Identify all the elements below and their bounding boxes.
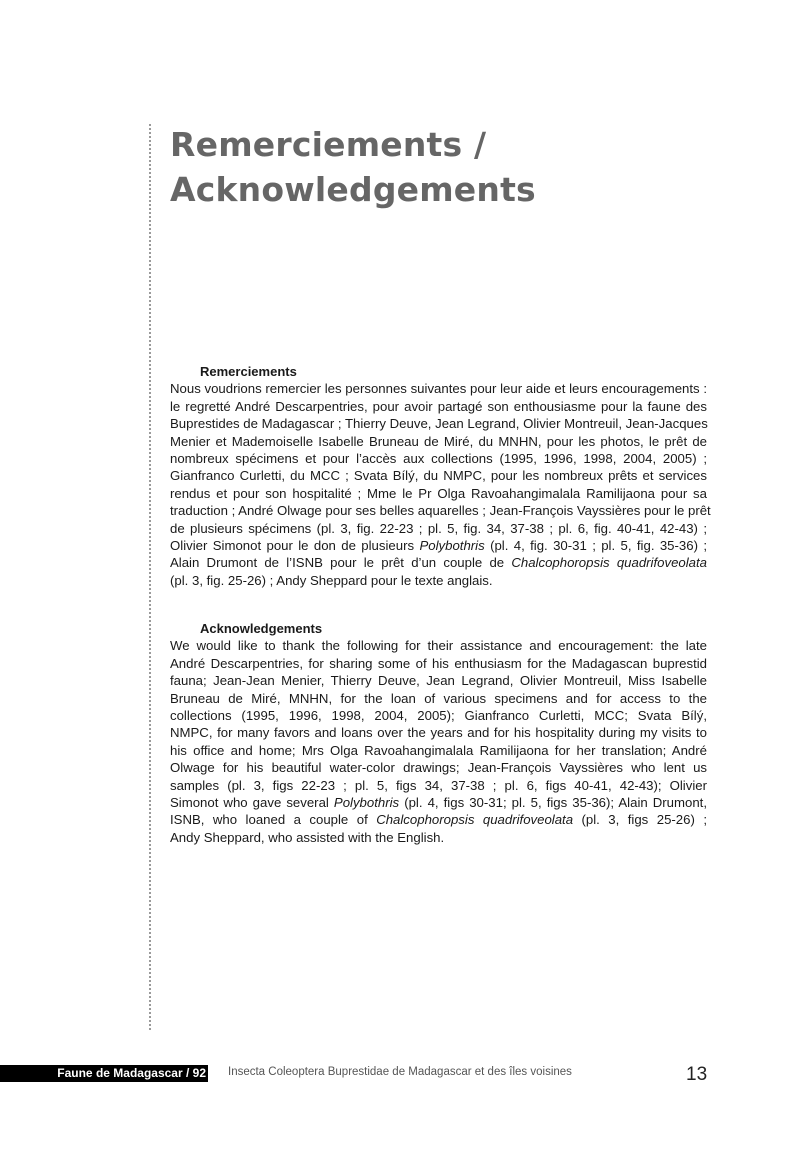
section-heading: Acknowledgements [200, 621, 323, 636]
text-run: rendus et pour son hospitalité ; Mme le Pr Olga Ravoahangimalala Ramilijaona pour sa [170, 485, 707, 501]
text-run: his office and home; Mrs Olga Ravoahangimalala Ramilijaona for her translation; André [170, 742, 707, 758]
text-line [170, 742, 707, 759]
section-heading: Remerciements [200, 364, 297, 379]
text-run: (pl. 3, fig. 25-26) ; Andy Sheppard pour le texte anglais. [170, 572, 493, 588]
text-run: ISNB, who loaned a couple of [170, 812, 377, 828]
text-run: Andy Sheppard, who assisted with the English. [170, 829, 445, 845]
text-line [170, 690, 707, 707]
text-run: (pl. 4, fig. 30-31 ; pl. 5, fig. 35-36) ; [484, 538, 708, 554]
title-line-1: Remerciements / [170, 125, 487, 164]
text-line [170, 829, 707, 846]
text-line [170, 794, 707, 811]
text-line [170, 811, 707, 828]
italic-taxon: Chalcophoropsis quadrifoveolata [511, 555, 708, 571]
page-title [170, 122, 536, 212]
text-run: de plusieurs spécimens (pl. 3, fig. 22-23 ; pl. 5, fig. 34, 37-38 ; pl. 6, fig. 40-41, 42-43) ; [170, 520, 707, 536]
text-run: (pl. 3, figs 25-26) ; [573, 812, 707, 828]
series-text: Faune de Madagascar / 92 [57, 1066, 206, 1080]
text-run: samples (pl. 3, figs 22-23 ; pl. 5, figs 34, 37-38 ; pl. 6, figs 40-41, 42-43); Olivier [170, 777, 707, 793]
text-line [170, 467, 707, 484]
text-line [170, 450, 707, 467]
text-run: Alain Drumont de l’ISNB pour le prêt d’un couple de [170, 555, 512, 571]
footer-running-title: Insecta Coleoptera Buprestidae de Madagascar et des îles voisines [228, 1066, 572, 1078]
text-run: (pl. 4, figs 30-31; pl. 5, figs 35-36); Alain Drumont, [399, 795, 707, 811]
text-run: collections (1995, 1996, 1998, 2004, 2005); Gianfranco Curletti, MCC; Svata Bílý, [170, 708, 707, 724]
text-run: Simonot who gave several [170, 795, 334, 811]
page-number: 13 [686, 1064, 708, 1085]
text-line [170, 520, 707, 537]
text-line [170, 707, 707, 724]
margin-dotted-rule [149, 124, 151, 1030]
text-run: André Descarpentries, for sharing some of his enthusiasm for the Madagascan buprestid [170, 655, 707, 671]
text-line [170, 759, 707, 776]
text-run: Gianfranco Curletti, du MCC ; Svata Bílý, du NMPC, pour les nombreux prêts et services [170, 468, 707, 484]
section-body [170, 637, 707, 846]
title-line-2: Acknowledgements [170, 170, 536, 209]
text-run: We would like to thank the following for their assistance and encouragement: the late [170, 638, 707, 654]
text-line [170, 724, 707, 741]
text-line [170, 433, 707, 450]
section-body [170, 380, 711, 589]
text-run: Olivier Simonot pour le don de plusieurs [170, 538, 420, 554]
text-run: le regretté André Descarpentries, pour avoir partagé son enthousiasme pour la faune des [170, 398, 707, 414]
text-line [170, 655, 707, 672]
section-remerciements [170, 363, 711, 589]
text-run: traduction ; André Olwage pour ses belles aquarelles ; Jean-François Vayssières pour le prêt [170, 503, 711, 519]
text-line [170, 398, 707, 415]
text-line [170, 672, 707, 689]
text-line [170, 554, 707, 571]
text-line [170, 637, 707, 654]
text-run: Bruneau de Miré, MNHN, for the loan of various specimens and for access to the [170, 690, 707, 706]
text-run: nombreux spécimens et pour l’accès aux collections (1995, 1996, 1998, 2004, 2005) ; [170, 451, 707, 467]
text-line [170, 572, 707, 589]
text-run: fauna; Jean-Jean Menier, Thierry Deuve, Jean Legrand, Olivier Montreuil, Miss Isabelle [170, 673, 707, 689]
text-line [170, 502, 711, 519]
text-line [170, 537, 707, 554]
text-line [170, 777, 707, 794]
text-run: Nous voudrions remercier les personnes suivantes pour leur aide et leurs encouragements : [170, 381, 707, 397]
section-acknowledgements [170, 620, 707, 846]
text-line [170, 485, 707, 502]
text-line [170, 415, 707, 432]
footer-series-label [0, 1065, 208, 1082]
text-line [170, 380, 707, 397]
italic-taxon: Polybothris [333, 795, 400, 811]
text-run: Buprestides de Madagascar ; Thierry Deuve, Jean Legrand, Olivier Montreuil, Jean-Jacques [170, 416, 708, 432]
italic-taxon: Polybothris [419, 538, 485, 554]
text-run: NMPC, for many favors and loans over the years and for his hospitality during my visits to [170, 725, 707, 741]
text-run: Menier et Mademoiselle Isabelle Bruneau de Miré, du MNHN, pour les photos, le prêt de [170, 433, 707, 449]
text-run: Olwage for his beautiful water-color drawings; Jean-François Vayssières who lent us [170, 760, 707, 776]
italic-taxon: Chalcophoropsis quadrifoveolata [376, 812, 574, 828]
